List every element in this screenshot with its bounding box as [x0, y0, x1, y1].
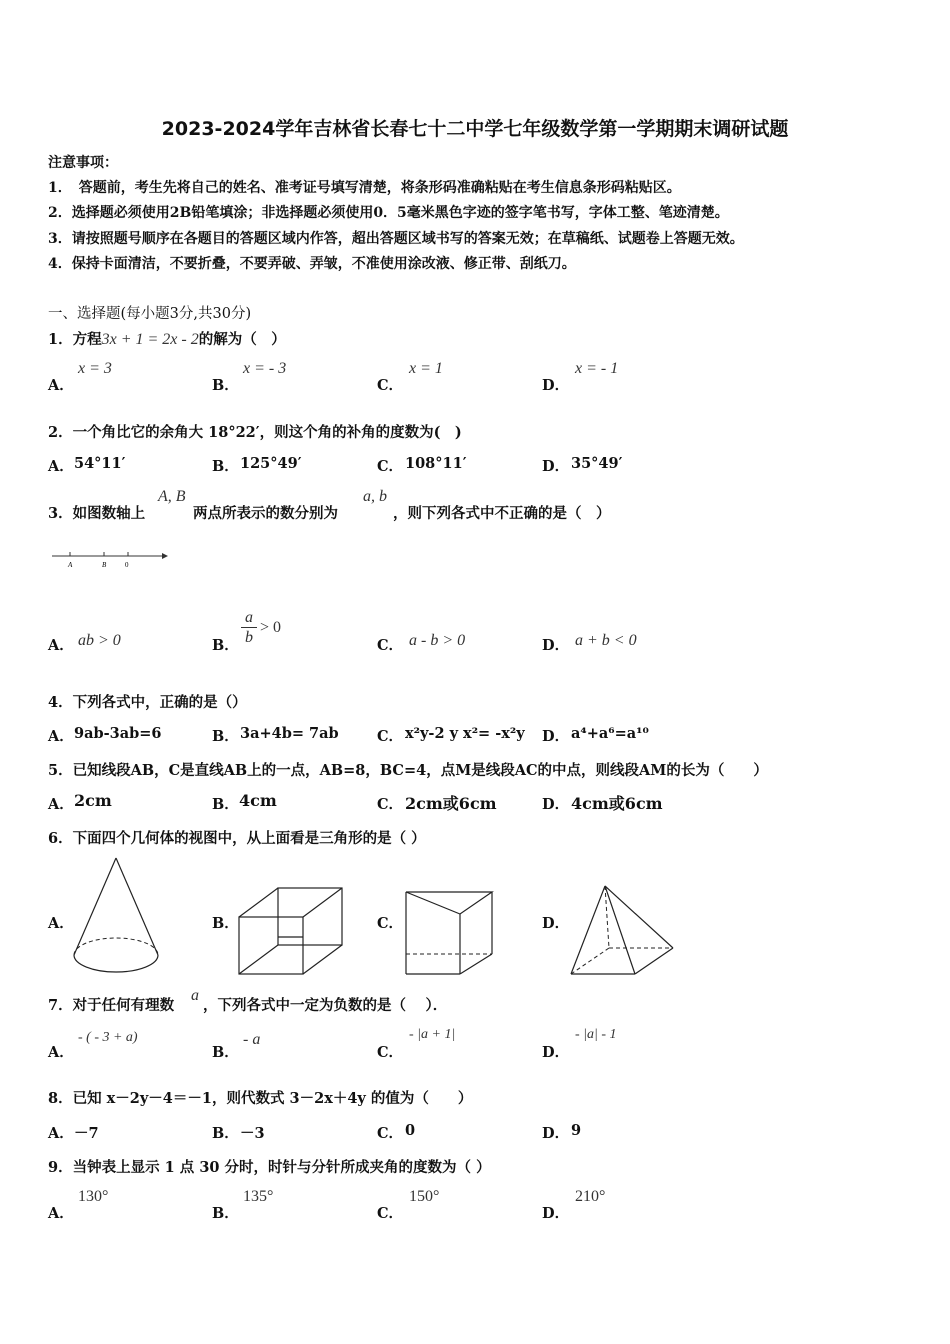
cone-figure — [70, 855, 162, 977]
question-4: 4．下列各式中，正确的是（） — [48, 694, 247, 711]
q1-stem-pre: 1．方程 — [48, 331, 102, 348]
option-letter: B． — [212, 1044, 239, 1061]
fraction-bar — [241, 627, 257, 628]
option-letter: C． — [377, 915, 404, 932]
pyramid-figure — [567, 882, 677, 978]
q4-option-b: 3a+4b= 7ab — [240, 725, 339, 742]
q5-option-a: 2cm — [74, 791, 112, 810]
q9-option-b: 135° — [243, 1188, 274, 1205]
option-letter: A． — [48, 377, 74, 394]
q9-option-c: 150° — [409, 1188, 440, 1205]
q9-option-a: 130° — [78, 1188, 109, 1205]
option-letter: A． — [48, 1205, 74, 1222]
option-letter: C． — [377, 796, 404, 813]
q1-stem-post: 的解为（ ） — [198, 331, 286, 348]
question-2: 2．一个角比它的余角大 18°22′，则这个角的补角的度数为( ) — [48, 424, 462, 441]
q4-option-d: a⁴+a⁶=a¹⁰ — [571, 725, 649, 742]
axis-label-b: B — [102, 561, 107, 569]
q4-option-a: 9ab-3ab=6 — [74, 725, 162, 742]
option-letter: D． — [542, 728, 570, 745]
option-letter: D． — [542, 915, 570, 932]
axis-label-zero: 0 — [125, 561, 129, 569]
note-item: 4．保持卡面清洁，不要折叠，不要弄破、弄皱，不准使用涂改液、修正带、刮纸刀。 — [48, 256, 576, 272]
option-letter: C． — [377, 1205, 404, 1222]
q2-option-c: 108°11′ — [405, 455, 467, 472]
option-letter: A． — [48, 915, 74, 932]
q8-option-d: 9 — [571, 1122, 582, 1139]
option-letter: D． — [542, 1205, 570, 1222]
option-letter: D． — [542, 377, 570, 394]
q8-option-b: －3 — [240, 1125, 265, 1142]
question-1 — [48, 328, 286, 349]
q7-stem-post: ，下列各式中一定为负数的是（ ）． — [203, 997, 448, 1014]
option-letter: A． — [48, 637, 74, 654]
fraction-denominator: b — [245, 629, 253, 646]
question-5: 5．已知线段AB，C是直线AB上的一点，AB=8，BC=4，点M是线段AC的中点，则线段AM的长为（ ） — [48, 762, 768, 779]
q7-option-d: - |a| - 1 — [575, 1027, 617, 1042]
q4-option-c: x²y-2 y x²= -x²y — [405, 725, 525, 742]
option-letter: A． — [48, 1125, 74, 1142]
q7-option-c: - |a + 1| — [409, 1027, 456, 1042]
note-item: 1． 答题前，考生先将自己的姓名、准考证号填写清楚，将条形码准确粘贴在考生信息条形码粘贴区。 — [48, 180, 681, 196]
option-letter: B． — [212, 1125, 239, 1142]
q2-option-b: 125°49′ — [240, 455, 302, 472]
q3-option-b: > 0 — [260, 619, 282, 636]
option-letter: B． — [212, 377, 239, 394]
q3-option-d: a + b < 0 — [575, 632, 637, 649]
q5-option-c: 2cm或6cm — [405, 794, 497, 813]
option-letter: C． — [377, 637, 404, 654]
option-letter: D． — [542, 796, 570, 813]
q2-option-a: 54°11′ — [74, 455, 126, 472]
option-letter: C． — [377, 458, 404, 475]
option-letter: C． — [377, 1125, 404, 1142]
option-letter: D． — [542, 458, 570, 475]
fraction-numerator: a — [245, 609, 253, 626]
option-letter: C． — [377, 377, 404, 394]
question-8: 8．已知 x－2y－4＝－1，则代数式 3－2x＋4y 的值为（ ） — [48, 1090, 473, 1107]
q1-option-b: x = - 3 — [243, 360, 287, 377]
q7-stem-pre: 7．对于任何有理数 — [48, 997, 175, 1014]
q3-stem-mid: 两点所表示的数分别为 — [193, 505, 338, 522]
notes-heading: 注意事项： — [48, 155, 118, 171]
q7-option-a: - ( - 3 + a) — [78, 1030, 138, 1045]
q3-option-a: ab > 0 — [78, 632, 121, 649]
q3-stem-pre: 3．如图数轴上 — [48, 505, 146, 522]
q7-option-b: - a — [243, 1031, 261, 1048]
option-letter: A． — [48, 728, 74, 745]
option-letter: C． — [377, 728, 404, 745]
section-heading: 一、选择题(每小题3分,共30分) — [48, 306, 252, 322]
q5-option-b: 4cm — [239, 791, 277, 810]
option-letter: A． — [48, 1044, 74, 1061]
question-9: 9．当钟表上显示 1 点 30 分时，时针与分针所成夹角的度数为（ ） — [48, 1159, 491, 1176]
option-letter: D． — [542, 1125, 570, 1142]
q8-option-c: 0 — [405, 1122, 416, 1139]
prism-figure — [402, 888, 498, 980]
option-letter: B． — [212, 637, 239, 654]
option-letter: D． — [542, 1044, 570, 1061]
page-title: 2023-2024学年吉林省长春七十二中学七年级数学第一学期期末调研试题 — [161, 118, 789, 140]
q5-option-d: 4cm或6cm — [571, 794, 663, 813]
note-item: 2．选择题必须使用2B铅笔填涂；非选择题必须使用0．5毫米黑色字迹的签字笔书写，字体工整、笔迹清楚。 — [48, 205, 729, 221]
option-letter: B． — [212, 728, 239, 745]
option-letter: B． — [212, 796, 239, 813]
option-letter: C． — [377, 1044, 404, 1061]
option-letter: D． — [542, 637, 570, 654]
option-letter: B． — [212, 1205, 239, 1222]
q3-points: A, B — [158, 488, 186, 505]
q8-option-a: －7 — [74, 1125, 99, 1142]
option-letter: B． — [212, 915, 239, 932]
axis-label-a: A — [68, 561, 73, 569]
q7-var: a — [191, 987, 199, 1004]
question-6: 6．下面四个几何体的视图中，从上面看是三角形的是（ ） — [48, 830, 426, 847]
q1-option-c: x = 1 — [409, 360, 443, 377]
option-letter: A． — [48, 458, 74, 475]
q1-option-d: x = - 1 — [575, 360, 619, 377]
number-line-figure — [48, 548, 173, 572]
q2-option-d: 35°49′ — [571, 455, 623, 472]
q1-equation: 3x + 1 = 2x - 2 — [101, 331, 199, 348]
box-figure — [236, 885, 348, 978]
q3-stem-post: ，则下列各式中不正确的是（ ） — [393, 505, 611, 522]
q9-option-d: 210° — [575, 1188, 606, 1205]
q3-vars: a, b — [363, 488, 387, 505]
q3-option-b-fraction — [241, 609, 257, 646]
option-letter: B． — [212, 458, 239, 475]
note-item: 3．请按照题号顺序在各题目的答题区域内作答，超出答题区域书写的答案无效；在草稿纸、试题卷上答题无效。 — [48, 231, 744, 247]
q3-option-c: a - b > 0 — [409, 632, 466, 649]
option-letter: A． — [48, 796, 74, 813]
q1-option-a: x = 3 — [78, 360, 112, 377]
